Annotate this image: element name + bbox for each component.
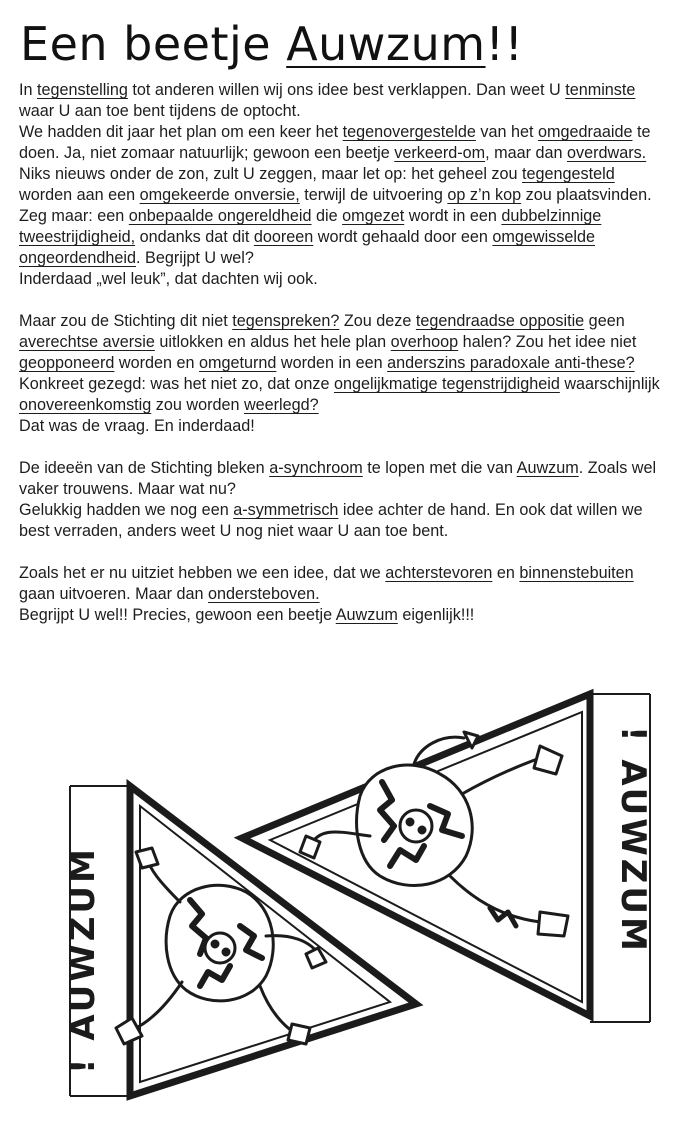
text-run: waarschijnlijk (559, 375, 660, 393)
underlined-term: a-synchroom (269, 459, 363, 477)
text-run: zou worden (151, 396, 244, 414)
text-run: Zeg maar: een (19, 207, 129, 225)
text-run: Dat was de vraag. En inderdaad! (19, 417, 255, 435)
underlined-term: Auwzum (335, 606, 398, 624)
text-run: idee achter de hand. En ook dat willen we best verraden, anders weet U nog niet waar U aan toe bent. (19, 501, 643, 540)
underlined-term: a-symmetrisch (233, 501, 339, 519)
text-run: terwijl de uitvoering (299, 186, 448, 204)
text-run: geen (584, 312, 625, 330)
text-run: ondanks dat dit (135, 228, 254, 246)
text-run: wordt gehaald door een (313, 228, 493, 246)
underlined-term: omgewisselde ongeordendheid (19, 228, 595, 267)
underlined-term: geopponeerd (19, 354, 115, 372)
text-run: Gelukkig hadden we nog een (19, 501, 234, 519)
text-run: eigenlijk!!! (397, 606, 475, 624)
paragraph (19, 563, 669, 626)
underlined-term: tegenovergestelde (342, 123, 476, 141)
underlined-term: omgezet (342, 207, 405, 225)
underlined-term: Auwzum (516, 459, 579, 477)
underlined-term: tegenstelling (37, 81, 128, 99)
text-run: tot anderen willen wij ons idee best verklappen. Dan weet U (127, 81, 566, 99)
text-run: te doen. Ja, niet zomaar natuurlijk; gewoon een beetje (19, 123, 651, 162)
text-run: In (19, 81, 37, 99)
underlined-term: verkeerd-om (394, 144, 486, 162)
underlined-term: averechtse aversie (19, 333, 155, 351)
underlined-term: dooreen (253, 228, 314, 246)
paragraph (19, 311, 669, 437)
page-title (20, 12, 523, 76)
text-run: Konkreet gezegd: was het niet zo, dat onze (19, 375, 334, 393)
underlined-term: dubbelzinnige tweestrijdigheid, (19, 207, 602, 246)
text-run: Zoals het er nu uitziet hebben we een idee, dat we (19, 564, 386, 582)
text-run: gaan uitvoeren. Maar dan (19, 585, 208, 603)
text-run: . Zoals wel vaker trouwens. Maar wat nu? (19, 459, 657, 498)
paragraph (19, 458, 669, 542)
text-run: van het (475, 123, 538, 141)
underlined-term: omgeturnd (199, 354, 277, 372)
underlined-term: weerlegd? (243, 396, 319, 414)
text-run: waar U aan toe bent tijdens de optocht. (19, 102, 301, 120)
underlined-term: op z’n kop (447, 186, 522, 204)
auwzum-emblem (63, 686, 670, 1106)
underlined-term: tegengesteld (522, 165, 615, 183)
text-run: te lopen met die van (362, 459, 517, 477)
text-run: Inderdaad „wel leuk”, dat dachten wij ook. (19, 270, 318, 288)
text-run: en (492, 564, 520, 582)
underlined-term: tegendraadse oppositie (415, 312, 585, 330)
underlined-term: overdwars. (567, 144, 647, 162)
underlined-term: tegenspreken? (232, 312, 340, 330)
text-run: . Begrijpt U wel? (136, 249, 254, 267)
text-run: halen? Zou het idee niet (458, 333, 637, 351)
text-run: Begrijpt U wel!! Precies, gewoon een beetje (19, 606, 336, 624)
underlined-term: anderszins paradoxale anti-these? (387, 354, 635, 372)
text-run: Niks nieuws onder de zon, zult U zeggen, maar let op: het geheel zou (19, 165, 523, 183)
underlined-term: ongelijkmatige tegenstrijdigheid (333, 375, 560, 393)
paragraph (19, 80, 669, 290)
text-run: die (311, 207, 343, 225)
text-run: De ideeën van de Stichting bleken (19, 459, 270, 477)
text-run: uitlokken en aldus het hele plan (154, 333, 391, 351)
underlined-term: binnenstebuiten (519, 564, 634, 582)
underlined-term: achterstevoren (385, 564, 493, 582)
text-run: , maar dan (485, 144, 568, 162)
underlined-term: tenminste (565, 81, 636, 99)
underlined-term: onovereenkomstig (19, 396, 152, 414)
text-run: We hadden dit jaar het plan om een keer het (19, 123, 343, 141)
text-run: zou plaatsvinden. (521, 186, 652, 204)
underlined-term: onbepaalde ongereldheid (128, 207, 312, 225)
text-run: Maar zou de Stichting dit niet (19, 312, 233, 330)
title-brand: Auwzum (286, 17, 486, 71)
underlined-term: overhoop (390, 333, 459, 351)
underlined-term: omgedraaide (537, 123, 633, 141)
article-body (19, 80, 669, 647)
text-run: worden in een (276, 354, 388, 372)
text-run: worden aan een (19, 186, 140, 204)
underlined-term: ondersteboven. (207, 585, 320, 603)
underlined-term: omgekeerde onversie, (139, 186, 300, 204)
title-post: !! (485, 17, 524, 71)
text-run: wordt in een (404, 207, 502, 225)
banner-text-right: ! AUWZUM (613, 726, 653, 954)
banner-text-left: ! AUWZUM (63, 846, 103, 1074)
text-run: Zou deze (339, 312, 416, 330)
text-run: worden en (114, 354, 200, 372)
title-pre: Een beetje (20, 17, 287, 71)
